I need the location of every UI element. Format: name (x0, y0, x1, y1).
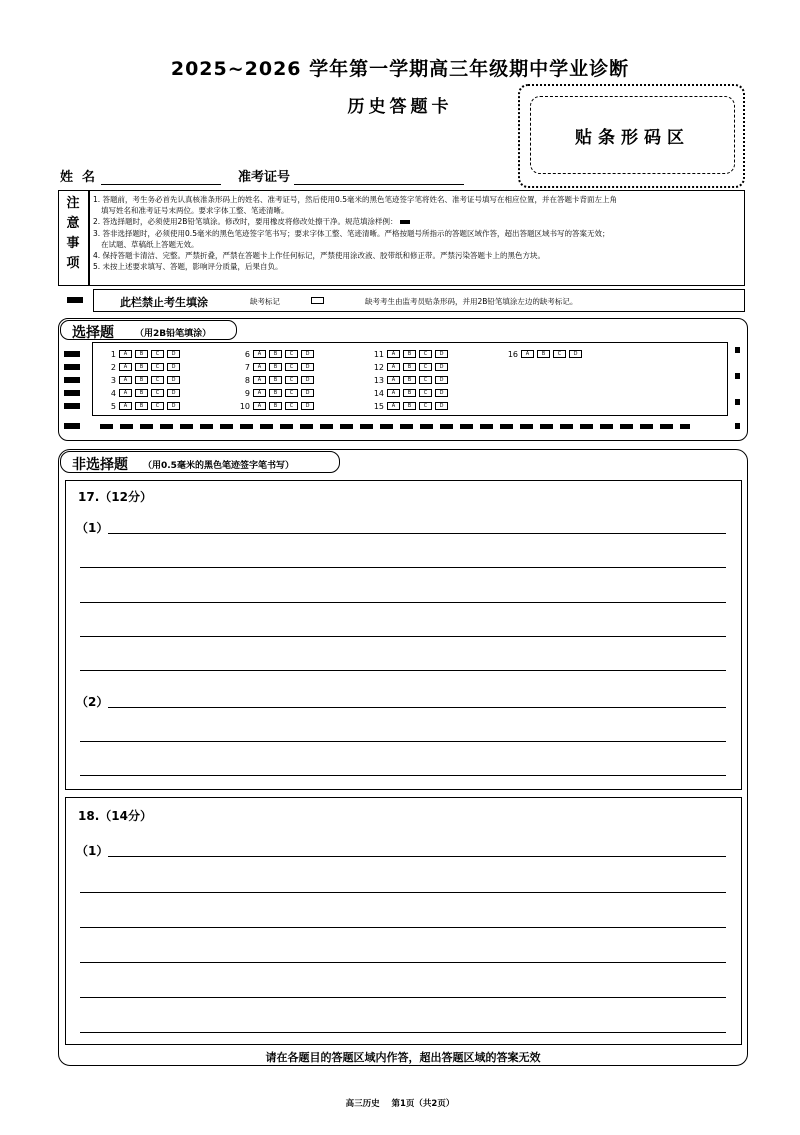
answer-line[interactable] (80, 962, 726, 963)
answer-line[interactable] (80, 927, 726, 928)
choice-bubble-d[interactable]: D (167, 350, 180, 358)
choice-question-12 (369, 362, 451, 372)
answer-line[interactable] (80, 892, 726, 893)
choice-bubble-a[interactable]: A (119, 350, 132, 358)
choice-question-14 (369, 388, 451, 398)
choice-bubble-b[interactable]: B (403, 350, 416, 358)
choice-bubble-c[interactable]: C (151, 389, 164, 397)
choice-bubble-c[interactable]: C (151, 363, 164, 371)
notes-label-char: 项 (66, 256, 80, 271)
choice-bubble-c[interactable]: C (151, 350, 164, 358)
timing-mark (64, 423, 80, 429)
choice-bubble-b[interactable]: B (135, 389, 148, 397)
choice-bubble-b[interactable]: B (269, 350, 282, 358)
choice-question-2 (101, 362, 183, 372)
choice-bubble-d[interactable]: D (167, 402, 180, 410)
choice-bubble-c[interactable]: C (285, 389, 298, 397)
choice-bubble-a[interactable]: A (253, 350, 266, 358)
choice-bubble-c[interactable]: C (419, 389, 432, 397)
choice-bubble-d[interactable]: D (435, 350, 448, 358)
notes-item: 3. 答非选择题时，必须使用0.5毫米的黑色笔迹签字笔书写；要求字体工整、笔迹清晰。严格按题号所指示的答题区域作答，超出答题区域书写的答案无效； (93, 228, 610, 238)
choice-bubble-a[interactable]: A (253, 363, 266, 371)
nonchoice-section-title: 非选择题 (72, 457, 128, 473)
choice-bubble-d[interactable]: D (301, 350, 314, 358)
page-footer: 高三历史 第1页（共2页） (345, 1099, 455, 1109)
timing-track (100, 424, 690, 429)
choice-bubble-c[interactable]: C (151, 402, 164, 410)
exam-id-field[interactable] (294, 170, 464, 185)
choice-bubble-a[interactable]: A (387, 402, 400, 410)
choice-question-7 (235, 362, 317, 372)
choice-question-number: 13 (373, 375, 384, 385)
choice-question-8 (235, 375, 317, 385)
timing-mark (735, 423, 740, 429)
choice-bubble-b[interactable]: B (403, 363, 416, 371)
choice-bubble-d[interactable]: D (435, 376, 448, 384)
answer-line[interactable] (80, 1032, 726, 1033)
choice-bubble-d[interactable]: D (435, 389, 448, 397)
choice-question-number: 11 (373, 349, 384, 359)
notes-item: 4. 保持答题卡清洁、完整。严禁折叠，严禁在答题卡上作任何标记，严禁使用涂改液、胶带纸和修正带。严禁污染答题卡上的黑色方块。 (93, 251, 546, 261)
answer-line[interactable] (80, 567, 726, 568)
notes-item: 1. 答题前，考生务必首先认真核准条形码上的姓名、准考证号，然后使用0.5毫米的黑色笔迹签字笔将姓名、准考证号填写在相应位置，并在答题卡背面左上角 (93, 195, 617, 204)
notes-text (93, 194, 741, 272)
choice-question-number: 5 (110, 401, 116, 411)
choice-section-subtitle: （用2B铅笔填涂） (135, 329, 212, 339)
choice-bubble-d[interactable]: D (301, 402, 314, 410)
timing-mark (67, 297, 83, 303)
choice-question-10 (235, 401, 317, 411)
timing-mark (64, 377, 80, 383)
exam-id-label: 准考证号 (238, 170, 291, 185)
answer-line[interactable] (80, 636, 726, 637)
choice-bubble-d[interactable]: D (301, 363, 314, 371)
answer-line[interactable] (80, 741, 726, 742)
choice-question-number: 7 (244, 362, 250, 372)
choice-bubble-a[interactable]: A (387, 389, 400, 397)
choice-question-number: 12 (373, 362, 384, 372)
choice-question-3 (101, 375, 183, 385)
choice-question-1 (101, 349, 183, 359)
page-title: 2025~2026 学年第一学期高三年级期中学业诊断 (170, 58, 630, 80)
timing-mark (64, 390, 80, 396)
choice-bubble-b[interactable]: B (135, 350, 148, 358)
barcode-area-label: 贴条形码区 (575, 127, 690, 148)
choice-bubble-a[interactable]: A (253, 402, 266, 410)
answer-line[interactable] (80, 775, 726, 776)
notes-item: 填写姓名和准考证号末两位。要求字体工整、笔迹清晰。 (101, 206, 289, 216)
choice-bubble-b[interactable]: B (135, 376, 148, 384)
answer-line[interactable] (80, 602, 726, 603)
choice-bubble-d[interactable]: D (167, 363, 180, 371)
absent-mark-bubble[interactable] (311, 297, 324, 304)
choice-bubble-b[interactable]: B (269, 389, 282, 397)
choice-bubble-b[interactable]: B (135, 402, 148, 410)
answer-area-warning: 请在各题目的答题区域内作答，超出答题区域的答案无效 (265, 1051, 541, 1064)
choice-bubble-b[interactable]: B (269, 363, 282, 371)
choice-bubble-c[interactable]: C (285, 363, 298, 371)
choice-bubble-b[interactable]: B (135, 363, 148, 371)
answer-line[interactable] (108, 856, 726, 857)
choice-question-number: 10 (239, 401, 250, 411)
question-18-box[interactable] (65, 797, 742, 1045)
notes-item: 在试题、草稿纸上答题无效。 (101, 239, 199, 249)
choice-bubble-c[interactable]: C (419, 363, 432, 371)
name-row (60, 166, 221, 185)
choice-question-number: 3 (110, 375, 116, 385)
absent-mark-note: 缺考考生由监考员贴条形码，并用2B铅笔填涂左边的缺考标记。 (365, 297, 578, 306)
choice-bubble-b[interactable]: B (269, 402, 282, 410)
notes-divider (88, 190, 90, 286)
choice-question-13 (369, 375, 451, 385)
choice-bubble-a[interactable]: A (119, 389, 132, 397)
choice-question-number: 8 (244, 375, 250, 385)
choice-bubble-d[interactable]: D (569, 350, 582, 358)
nonchoice-section-subtitle: （用0.5毫米的黑色笔迹签字笔书写） (143, 461, 294, 471)
choice-question-4 (101, 388, 183, 398)
question-17-box[interactable] (65, 480, 742, 790)
choice-bubble-c[interactable]: C (419, 350, 432, 358)
choice-bubble-a[interactable]: A (387, 376, 400, 384)
notes-item-text: 2. 答选择题时，必须使用2B铅笔填涂。修改时，要用橡皮将修改处擦干净。规范填涂样例： (93, 217, 398, 227)
question-17-part-2-label: （2） (76, 695, 109, 709)
choice-bubble-a[interactable]: A (253, 376, 266, 384)
barcode-area (530, 96, 735, 174)
timing-mark (64, 403, 80, 409)
timing-mark (735, 399, 740, 405)
question-18-part-1-label: （1） (76, 844, 109, 858)
choice-bubble-b[interactable]: B (403, 389, 416, 397)
choice-bubble-a[interactable]: A (119, 376, 132, 384)
choice-question-number: 1 (110, 349, 116, 359)
choice-answer-grid (92, 342, 728, 416)
answer-line[interactable] (80, 997, 726, 998)
choice-bubble-d[interactable]: D (167, 389, 180, 397)
choice-bubble-c[interactable]: C (553, 350, 566, 358)
question-17-part-1-label: （1） (76, 521, 109, 535)
notes-item: 5. 未按上述要求填写、答题，影响评分质量，后果自负。 (93, 262, 283, 272)
choice-bubble-c[interactable]: C (151, 376, 164, 384)
page-subtitle: 历史答题卡 (347, 97, 453, 117)
choice-question-number: 4 (110, 388, 116, 398)
choice-question-number: 16 (507, 349, 518, 359)
choice-question-9 (235, 388, 317, 398)
timing-mark (735, 347, 740, 353)
choice-question-15 (369, 401, 451, 411)
exam-id-row (238, 166, 464, 185)
name-label: 姓 名 (60, 170, 96, 185)
choice-bubble-c[interactable]: C (285, 350, 298, 358)
choice-bubble-a[interactable]: A (387, 350, 400, 358)
notes-label (60, 194, 86, 274)
choice-question-5 (101, 401, 183, 411)
choice-bubble-b[interactable]: B (537, 350, 550, 358)
choice-bubble-a[interactable]: A (387, 363, 400, 371)
choice-question-11 (369, 349, 451, 359)
choice-bubble-b[interactable]: B (403, 402, 416, 410)
choice-bubble-d[interactable]: D (301, 376, 314, 384)
choice-bubble-a[interactable]: A (521, 350, 534, 358)
question-17-title: 17.（12分） (78, 490, 152, 504)
name-field[interactable] (101, 170, 221, 185)
choice-question-number: 14 (373, 388, 384, 398)
choice-section-title: 选择题 (72, 325, 114, 341)
choice-bubble-c[interactable]: C (285, 376, 298, 384)
choice-question-6 (235, 349, 317, 359)
choice-question-number: 9 (244, 388, 250, 398)
absent-mark-label: 缺考标记 (250, 297, 280, 306)
choice-bubble-c[interactable]: C (419, 402, 432, 410)
choice-bubble-a[interactable]: A (119, 402, 132, 410)
timing-mark (735, 373, 740, 379)
choice-bubble-a[interactable]: A (253, 389, 266, 397)
notes-label-char: 事 (66, 236, 80, 251)
choice-bubble-a[interactable]: A (119, 363, 132, 371)
choice-bubble-d[interactable]: D (167, 376, 180, 384)
choice-bubble-d[interactable]: D (435, 363, 448, 371)
choice-bubble-b[interactable]: B (403, 376, 416, 384)
choice-bubble-c[interactable]: C (419, 376, 432, 384)
answer-line[interactable] (108, 533, 726, 534)
timing-mark (64, 351, 80, 357)
notes-label-char: 注 (66, 196, 80, 211)
answer-line[interactable] (108, 707, 726, 708)
notes-label-char: 意 (66, 216, 80, 231)
choice-bubble-b[interactable]: B (269, 376, 282, 384)
choice-bubble-c[interactable]: C (285, 402, 298, 410)
choice-bubble-d[interactable]: D (435, 402, 448, 410)
choice-question-16 (503, 349, 585, 359)
choice-question-number: 2 (110, 362, 116, 372)
notes-item (93, 216, 741, 227)
choice-bubble-d[interactable]: D (301, 389, 314, 397)
choice-question-number: 6 (244, 349, 250, 359)
fill-sample-mark (400, 220, 410, 224)
answer-line[interactable] (80, 670, 726, 671)
choice-question-number: 15 (373, 401, 384, 411)
forbidden-zone-title: 此栏禁止考生填涂 (120, 296, 208, 309)
timing-mark (64, 364, 80, 370)
question-18-title: 18.（14分） (78, 809, 152, 823)
